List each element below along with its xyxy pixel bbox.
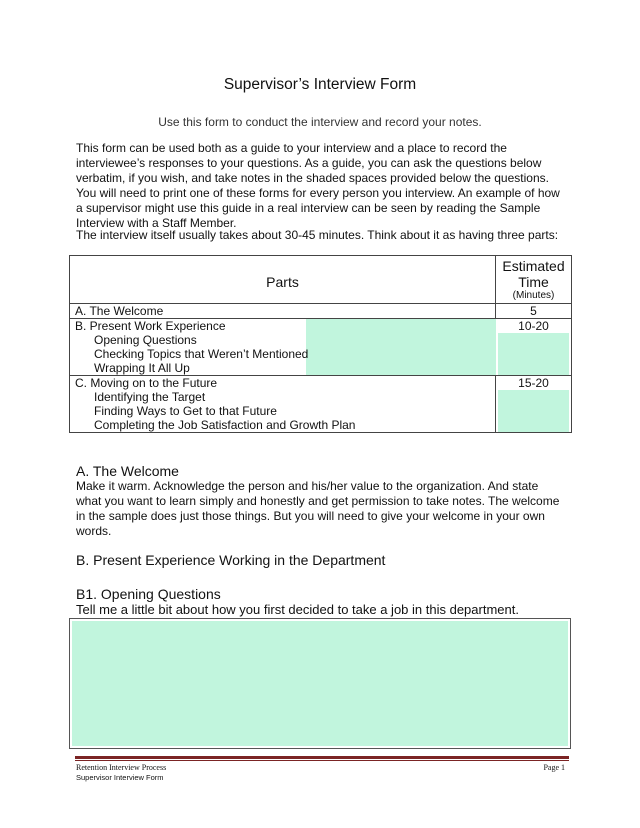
footer-rule — [75, 756, 569, 759]
header-time-line1: Estimated — [502, 258, 565, 274]
row-c-time: 15-20 — [518, 376, 549, 390]
row-c-item: Completing the Job Satisfaction and Growth Plan — [94, 418, 356, 432]
row-b-item: Wrapping It All Up — [94, 361, 190, 375]
row-b-item: Opening Questions — [94, 333, 197, 347]
page-subtitle: Use this form to conduct the interview and record your notes. — [158, 115, 482, 129]
row-c-time-cell — [496, 376, 572, 433]
footer-document-name: Retention Interview Process — [76, 763, 167, 772]
table-header-row — [70, 256, 572, 304]
row-b-label-cell — [70, 319, 496, 376]
row-b-time-notes-area[interactable] — [498, 333, 569, 375]
header-time-unit: (Minutes) — [512, 290, 555, 301]
footer-page-number: Page 1 — [543, 763, 565, 772]
answer-shaded-area[interactable] — [72, 621, 568, 746]
row-c-item: Finding Ways to Get to that Future — [94, 404, 277, 418]
row-b-item: Checking Topics that Weren’t Mentioned — [94, 347, 309, 361]
welcome-heading: A. The Welcome — [76, 463, 179, 479]
page-title: Supervisor’s Interview Form — [223, 76, 417, 93]
table-row — [70, 376, 572, 433]
header-parts-label: Parts — [266, 274, 299, 290]
welcome-paragraph: Make it warm. Acknowledge the person and his/her value to the organization. And state what you want to learn simply and honestly and get permission to take notes. The welcome in the sample does just those things. But you will need to give your welcome in your own words. — [76, 479, 560, 538]
opening-question-answer-box[interactable] — [69, 618, 571, 749]
table-row — [70, 319, 572, 376]
footer-rule-thin — [75, 760, 569, 761]
table-row — [70, 304, 572, 319]
row-a-time: 5 — [496, 304, 572, 319]
intro-paragraph: This form can be used both as a guide to your interview and a place to record the interviewee’s responses to your questions. As a guide, you can ask the questions below verbatim, if you wish, and take notes in the shaded spaces provided below the questions. You will need to print one of these forms for every person you interview. An example of how a supervisor might use this guide in a real interview can be seen by reading the Sample Interview with a Staff Member. — [76, 141, 560, 230]
row-a-label: A. The Welcome — [70, 304, 496, 319]
header-time-cell — [496, 256, 572, 304]
row-b-label: B. Present Work Experience — [75, 319, 226, 333]
row-c-label: C. Moving on to the Future — [75, 376, 218, 390]
header-parts-cell — [70, 256, 496, 304]
row-b-time-cell — [496, 319, 572, 376]
duration-paragraph: The interview itself usually takes about 30-45 minutes. Think about it as having three parts: — [76, 228, 559, 242]
header-time-line2: Time — [518, 274, 549, 290]
row-c-label-cell — [70, 376, 496, 433]
opening-question-text: Tell me a little bit about how you first decided to take a job in this department. — [76, 602, 519, 617]
row-b-time: 10-20 — [518, 319, 549, 333]
parts-table — [69, 255, 572, 433]
opening-questions-heading: B1. Opening Questions — [76, 586, 221, 602]
footer-form-name: Supervisor Interview Form — [76, 773, 164, 782]
row-c-item: Identifying the Target — [94, 390, 206, 404]
row-c-time-notes-area[interactable] — [498, 390, 569, 432]
present-experience-heading: B. Present Experience Working in the Department — [76, 552, 386, 568]
